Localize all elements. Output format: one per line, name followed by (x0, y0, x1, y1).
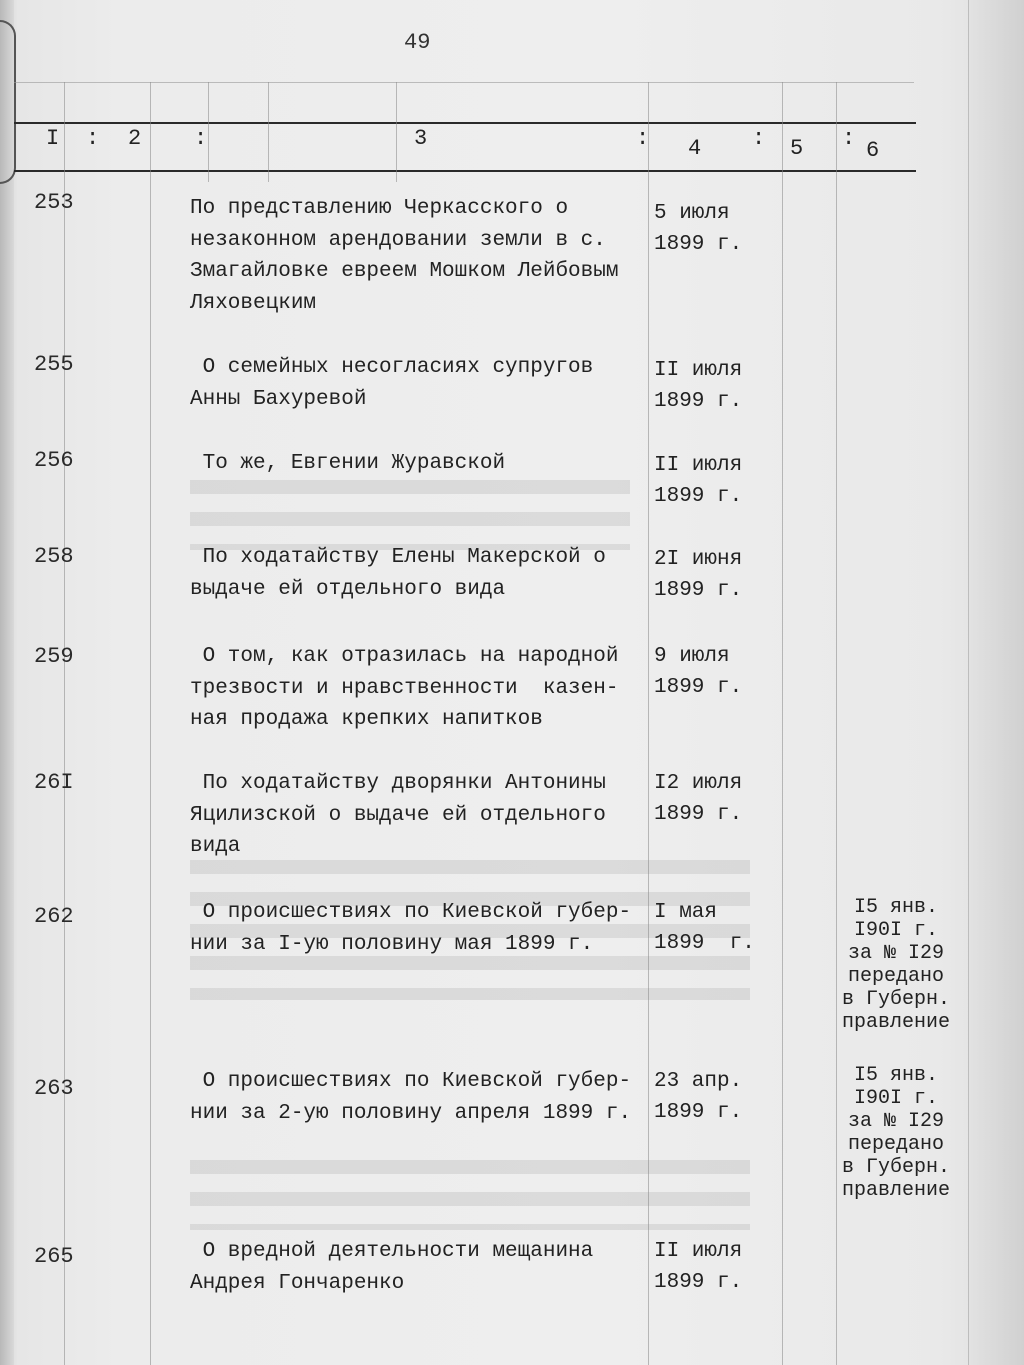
case-number: 262 (34, 904, 74, 929)
header-top-rule (14, 82, 914, 83)
column-separator: : (842, 126, 856, 151)
case-description: О том, как отразилась на народной трезвости и нравственности казен- ная продажа крепких напитков (190, 645, 619, 731)
case-number: 255 (34, 352, 74, 377)
case-number: 259 (34, 644, 74, 669)
case-date: II июля 1899 г. (654, 1240, 743, 1294)
column-number-3: 3 (414, 126, 428, 151)
column-number-6: 6 (866, 138, 880, 163)
column-divider (268, 82, 269, 182)
case-date: 5 июля 1899 г. (654, 202, 743, 256)
case-date: 23 апр. 1899 г. (654, 1070, 743, 1124)
case-number: 263 (34, 1076, 74, 1101)
case-description: То же, Евгении Журавской (190, 452, 506, 475)
column-number-1: I (46, 126, 60, 151)
case-number: 258 (34, 544, 74, 569)
column-number-5: 5 (790, 136, 804, 161)
column-divider (782, 82, 783, 1365)
bleed-through-text (190, 480, 630, 550)
case-description: О семейных несогласиях супругов Анны Бахуревой (190, 356, 594, 411)
case-date: 2I июня 1899 г. (654, 548, 743, 602)
column-separator: : (636, 126, 650, 151)
column-number-2: 2 (128, 126, 142, 151)
column-separator: : (86, 126, 100, 151)
column-divider (396, 82, 397, 182)
case-date: 9 июля 1899 г. (654, 645, 743, 699)
case-date: I2 июля 1899 г. (654, 772, 743, 826)
case-note: I5 янв. I90I г. за № I29 передано в Губерн. правление (841, 896, 951, 1034)
case-number: 253 (34, 190, 74, 215)
case-number: 26I (34, 770, 74, 795)
case-number: 265 (34, 1244, 74, 1269)
case-note: I5 янв. I90I г. за № I29 передано в Губерн. правление (841, 1064, 951, 1202)
case-description: По ходатайству дворянки Антонины Яцилизской о выдаче ей отдельного вида (190, 772, 606, 858)
case-date: II июля 1899 г. (654, 359, 743, 413)
case-description: По ходатайству Елены Макерской о выдаче ей отдельного вида (190, 546, 606, 601)
next-page-edge (968, 0, 1024, 1365)
bleed-through-text (190, 1160, 750, 1230)
case-description: По представлению Черкасского о незаконном арендовании земли в с. Змагайловке евреем Мошком Лейбовым Ляховецким (190, 197, 619, 315)
case-description: О вредной деятельности мещанина Андрея Гончаренко (190, 1240, 594, 1295)
column-separator: : (194, 126, 208, 151)
case-date: II июля 1899 г. (654, 454, 743, 508)
column-separator: : (752, 126, 766, 151)
column-number-4: 4 (688, 136, 702, 161)
column-divider (208, 82, 209, 182)
column-divider (64, 82, 65, 1365)
case-description: О происшествиях по Киевской губер- нии за 2-ую половину апреля 1899 г. (190, 1070, 632, 1125)
page-number: 49 (404, 30, 431, 55)
binder-ring (0, 20, 16, 184)
case-number: 256 (34, 448, 74, 473)
column-divider (150, 82, 151, 1365)
case-date: I мая 1899 г. (654, 901, 755, 955)
page-left-edge (0, 0, 14, 1365)
case-description: О происшествиях по Киевской губер- нии за I-ую половину мая 1899 г. (190, 901, 632, 956)
